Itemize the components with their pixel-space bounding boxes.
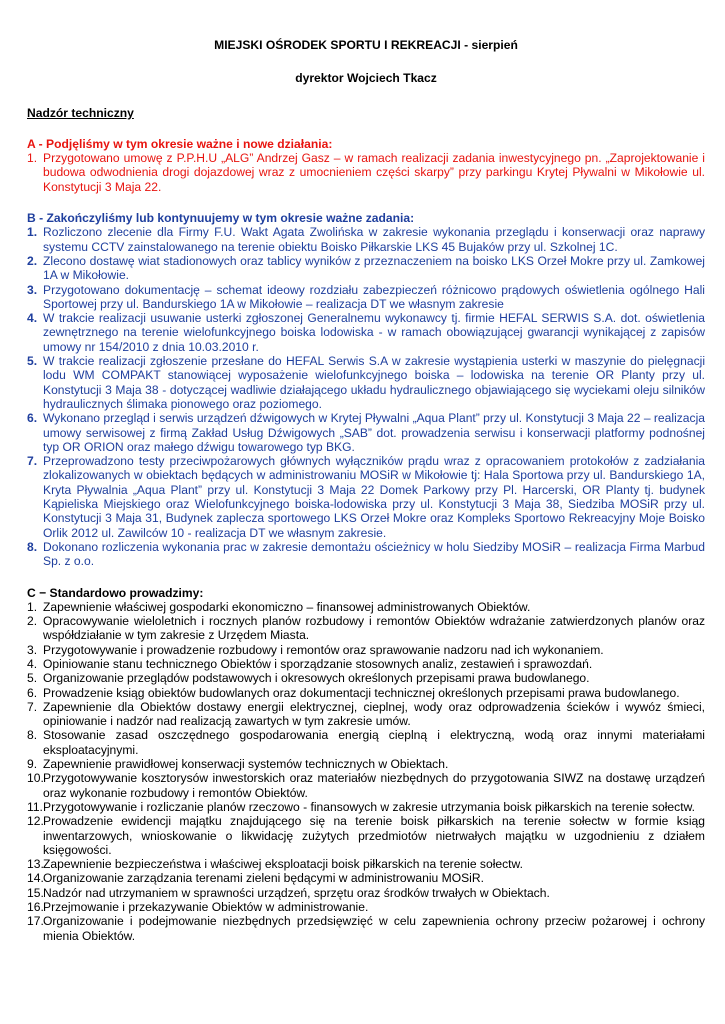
section-a-list bbox=[27, 151, 705, 194]
section-b-list bbox=[27, 225, 705, 568]
section-b-item bbox=[27, 311, 705, 354]
section-c-item bbox=[27, 600, 705, 614]
section-c-item-number: 12. bbox=[27, 814, 44, 829]
section-c-item-text: Nadzór nad utrzymaniem w sprawności urządzeń, sprzętu oraz środków trwałych w Obiektach. bbox=[43, 885, 550, 900]
section-b-item-number: 6. bbox=[27, 411, 38, 426]
section-a-item bbox=[27, 151, 705, 194]
section-c-item-text: Przygotowywanie i prowadzenie rozbudowy i remontów oraz sprawowanie nadzoru nad ich wykonaniem. bbox=[43, 642, 604, 657]
director-line: dyrektor Wojciech Tkacz bbox=[295, 71, 437, 86]
section-c-item bbox=[27, 671, 705, 685]
section-c-item-number: 1. bbox=[27, 599, 38, 614]
section-b-item-number: 3. bbox=[27, 282, 38, 297]
section-b-item bbox=[27, 411, 705, 454]
section-c-item bbox=[27, 914, 705, 943]
section-c-item-text: Prowadzenie ewidencji majątku znajdującego się na terenie boisk piłkarskich na terenie sołectw w formie ksiąg inwentarzowych, wnioskowanie o likwidację zużytych przedmiotów nietrwałych majątku w uzgodnieniu z działem księgowości. bbox=[43, 814, 705, 857]
section-c-item-number: 13. bbox=[27, 857, 44, 872]
section-b-item-number: 1. bbox=[27, 225, 38, 240]
section-b-item-number: 2. bbox=[27, 253, 38, 268]
section-b-item bbox=[27, 354, 705, 411]
section-a-item-number: 1. bbox=[27, 151, 38, 166]
section-c-item bbox=[27, 771, 705, 800]
section-c-item bbox=[27, 800, 705, 814]
section-c-item-text: Organizowanie zarządzania terenami zieleni będącymi w administrowaniu MOSiR. bbox=[43, 871, 484, 886]
section-c-item bbox=[27, 886, 705, 900]
section-b-item bbox=[27, 225, 705, 254]
section-c-item bbox=[27, 686, 705, 700]
section-c-item-number: 14. bbox=[27, 871, 44, 886]
section-c-item-text: Opiniowanie stanu technicznego Obiektów i sporządzanie stosownych analiz, zestawień i sprawozdań. bbox=[43, 656, 593, 671]
section-b-heading: B - Zakończyliśmy lub kontynuujemy w tym okresie ważne zadania: bbox=[27, 211, 415, 226]
section-c-item-text: Opracowywanie wieloletnich i rocznych planów rozbudowy i remontów Obiektów wdrażanie zatwierdzonych planów oraz współdziałanie w tym zakresie z Urzędem Miasta. bbox=[43, 614, 705, 643]
section-a-heading: A - Podjęliśmy w tym okresie ważne i nowe działania: bbox=[27, 136, 333, 151]
section-b-item-text: Dokonano rozliczenia wykonania prac w zakresie demontażu ościeżnicy w holu Siedziby MOSiR – realizacja Firma Marbud Sp. z o.o. bbox=[43, 539, 705, 569]
section-c-item-number: 7. bbox=[27, 699, 38, 714]
section-b-item bbox=[27, 283, 705, 312]
section-c-item-text: Zapewnienie prawidłowej konserwacji systemów technicznych w Obiektach. bbox=[43, 757, 449, 772]
section-c-item-number: 6. bbox=[27, 685, 38, 700]
section-c-heading: C − Standardowo prowadzimy: bbox=[27, 585, 204, 600]
section-c-item-number: 5. bbox=[27, 671, 38, 686]
section-b-item-number: 8. bbox=[27, 539, 38, 554]
section-c-item-text: Przygotowywanie i rozliczanie planów rzeczowo - finansowych w zakresie utrzymania boisk piłkarskich na terenie sołectw. bbox=[43, 799, 695, 814]
section-b-item-text: W trakcie realizacji zgłoszenie przesłane do HEFAL Serwis S.A w zakresie wystąpienia usterki w maszynie do pielęgnacji lodu WM COMPAKT stanowiącej wyposażenie wielofunkcyjnego boiska – lodowiska na terenie OR Planty przy ul. Konstytucji 3 Maja 38 - dotyczącej wadliwie działającego układu hydraulicznego objawiającego się wyciekami oleju silników hydraulicznych ślimaka pionowego oraz poziomego. bbox=[43, 354, 705, 411]
section-b-item-text: Rozliczono zlecenie dla Firmy F.U. Wakt Agata Zwolińska w zakresie wykonania przeglądu i konserwacji oraz naprawy systemu CCTV zainstalowanego na terenie obiektu Boisko Piłkarskie LKS 45 Bujaków przy ul. Szkolnej 1C. bbox=[43, 225, 705, 254]
section-b-item-number: 5. bbox=[27, 354, 38, 369]
section-b-item-number: 7. bbox=[27, 454, 38, 469]
section-c-item-text: Przejmowanie i przekazywanie Obiektów w administrowanie. bbox=[43, 900, 369, 915]
section-b-item bbox=[27, 454, 705, 540]
section-b-item-text: Przygotowano dokumentację – schemat ideowy rozdziału zabezpieczeń różnicowo prądowych oświetlenia ogólnego Hali Sportowej przy ul. Bandurskiego 1A w Mikołowie – realizacja DT we własnym zakresie bbox=[43, 282, 705, 311]
section-c-item bbox=[27, 643, 705, 657]
section-c-item-text: Organizowanie i podejmowanie niezbędnych przedsięwzięć w celu zapewnienia ochrony przeciw pożarowej i ochrony mienia Obiektów. bbox=[43, 914, 705, 943]
section-c-item bbox=[27, 614, 705, 643]
document-title: MIEJSKI OŚRODEK SPORTU I REKREACJI - sierpień bbox=[214, 38, 518, 52]
section-c-item-text: Prowadzenie ksiąg obiektów budowlanych oraz dokumentacji technicznej określonych przepisami prawa budowlanego. bbox=[43, 685, 680, 700]
section-c-item-text: Zapewnienie bezpieczeństwa i właściwej eksploatacji boisk piłkarskich na terenie sołectw. bbox=[43, 857, 523, 872]
section-c-list bbox=[27, 600, 705, 943]
section-b-item bbox=[27, 254, 705, 283]
section-b-item-text: W trakcie realizacji usuwanie usterki zgłoszonej Generalnemu wykonawcy tj. firmie HEFAL SERWIS S.A. dot. oświetlenia zewnętrznego na terenie wielofunkcyjnego boiska lodowiska - w ramach obowiązującej gwarancji wynikającej z zapisów umowy nr 154/2010 z dnia 10.03.2010 r. bbox=[43, 311, 705, 354]
section-c-item-number: 17. bbox=[27, 914, 44, 929]
section-c-item-number: 9. bbox=[27, 757, 38, 772]
section-c-item bbox=[27, 871, 705, 885]
section-c-item-number: 3. bbox=[27, 642, 38, 657]
section-b-item bbox=[27, 540, 705, 569]
section-c-item-number: 4. bbox=[27, 656, 38, 671]
section-c-item bbox=[27, 657, 705, 671]
section-c-item-number: 2. bbox=[27, 614, 38, 629]
section-c-item-number: 15. bbox=[27, 885, 44, 900]
section-c-item-number: 8. bbox=[27, 728, 38, 743]
section-c-item bbox=[27, 700, 705, 729]
section-c-item bbox=[27, 857, 705, 871]
section-c-item-text: Przygotowywanie kosztorysów inwestorskich oraz materiałów niezbędnych do przygotowania SIWZ na dostawę urządzeń oraz wykonanie rozbudowy i remontów Obiektów. bbox=[43, 771, 705, 800]
section-b-item-number: 4. bbox=[27, 311, 38, 326]
section-a-item-text: Przygotowano umowę z P.P.H.U „ALG” Andrzej Gasz – w ramach realizacji zadania inwestycyjnego pn. „Zaprojektowanie i budowa odwodnienia drogi dojazdowej wraz z umocnieniem części skarpy” przy parkingu Krytej Pływalni w Mikołowie ul. Konstytucji 3 Maja 22. bbox=[43, 151, 705, 194]
section-c-item-text: Organizowanie przeglądów podstawowych i okresowych określonych przepisami prawa budowlanego. bbox=[43, 671, 590, 686]
section-c-item-number: 11. bbox=[27, 799, 43, 814]
section-b-item-text: Zlecono dostawę wiat stadionowych oraz tablicy wyników z przeznaczeniem na boisko LKS Orzeł Mokre przy ul. Zamkowej 1A w Mikołowie. bbox=[43, 253, 705, 283]
section-c-item bbox=[27, 728, 705, 757]
section-c-item-text: Zapewnienie dla Obiektów dostawy energii elektrycznej, cieplnej, wody oraz odprowadzenia ścieków i wywóz śmieci, opiniowanie i nadzór nad realizacją zawartych w tym zakresie umów. bbox=[43, 699, 705, 729]
section-title: Nadzór techniczny bbox=[27, 105, 134, 120]
section-b-item-text: Wykonano przegląd i serwis urządzeń dźwigowych w Krytej Pływalni „Aqua Plant” przy ul. Konstytucji 3 Maja 22 – realizacja umowy serwisowej z firmą Zakład Usług Dźwigowych „SAB” dot. prowadzenia serwisu i konserwacji platformy podnośnej typ OR ORION oraz małego dźwigu towarowego typ BKG. bbox=[43, 411, 705, 454]
section-c-item bbox=[27, 900, 705, 914]
section-c-item-text: Zapewnienie właściwej gospodarki ekonomiczno – finansowej administrowanych Obiektów. bbox=[43, 599, 531, 614]
section-c-item bbox=[27, 757, 705, 771]
section-c-item-number: 16. bbox=[27, 900, 44, 915]
section-b-item-text: Przeprowadzono testy przeciwpożarowych głównych wyłączników prądu wraz z opracowaniem protokołów z zadziałania zlokalizowanych w obiektach będących w administrowaniu MOSiR w Mikołowie tj: Hala Sportowa przy ul. Bandurskiego 1A, Kryta Pływalnia „Aqua Plant” przy ul. Konstytucji 3 Maja 22 Domek Parkowy przy Pl. Harcerski, OR Planty tj. budynek Kąpieliska Miejskiego oraz Wielofunkcyjnego boiska-lodowiska przy ul. Konstytucji 3 Maja 38, Siedziba MOSiR przy ul. Konstytucji 3 Maja 31, Budynek zaplecza sportowego LKS Orzeł Mokre oraz Kompleks Sportowo Rekreacyjny Moje Boisko Orlik 2012 ul. Zawilców 10 - realizacja DT we własnym zakresie. bbox=[43, 454, 705, 540]
section-c-item bbox=[27, 814, 705, 857]
section-c-item-text: Stosowanie zasad oszczędnego gospodarowania energią cieplną i elektryczną, wodą oraz innymi materiałami eksploatacyjnymi. bbox=[43, 728, 705, 757]
section-c-item-number: 10. bbox=[27, 771, 44, 786]
